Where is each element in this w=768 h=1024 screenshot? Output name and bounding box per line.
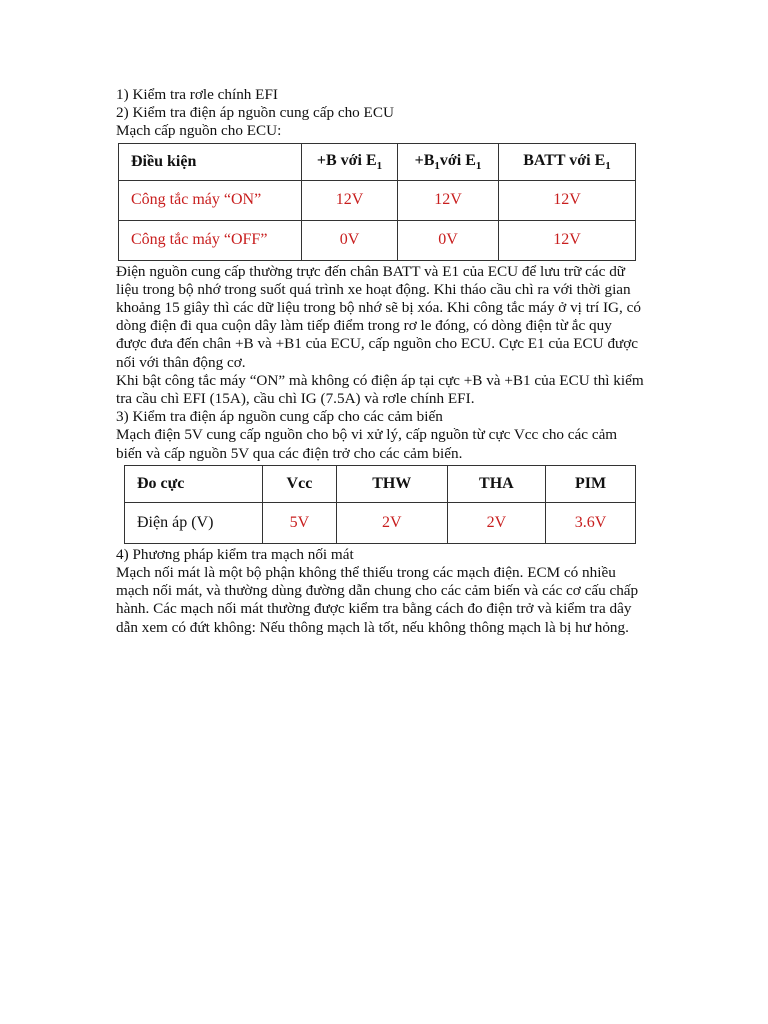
ecu-power-caption: Mạch cấp nguồn cho ECU: [116, 122, 282, 140]
table-row [119, 180, 636, 220]
table-header-row [125, 465, 636, 502]
heading-3: 3) Kiểm tra điện áp nguồn cung cấp cho các cảm biến [116, 408, 443, 426]
paragraph-fuse-check: Khi bật công tắc máy “ON” mà không có điện áp tại cực +B và +B1 của ECU thì kiểm tra cầu chì EFI (15A), cầu chì IG (7.5A) và rơle chính EFI. [116, 371, 644, 408]
row-off-label: Công tắc máy “OFF” [119, 220, 302, 260]
header-batt-text: BATT với E [523, 151, 606, 169]
header-b1-sub: 1 [434, 159, 440, 172]
header-condition: Điều kiện [119, 143, 302, 180]
header-terminal: Đo cực [125, 465, 263, 502]
header-b1-e-sub: 1 [475, 159, 482, 172]
document-page [116, 86, 646, 637]
header-b-e1-text: +B với E [316, 151, 377, 169]
header-batt-e1 [499, 143, 636, 180]
thw-value: 2V [336, 502, 447, 543]
paragraph-sensor-supply: Mạch điện 5V cung cấp nguồn cho bộ vi xử lý, cấp nguồn từ cực Vcc cho các cảm biến và cấp nguồn 5V qua các điện trở cho các cảm biến. [116, 426, 618, 462]
row-off-b1-value: 0V [398, 220, 499, 260]
header-pim: PIM [546, 465, 636, 502]
header-batt-sub: 1 [605, 159, 611, 172]
tha-value: 2V [447, 502, 545, 543]
paragraph-ground-circuit: Mạch nối mát là một bộ phận không thể thiếu trong các mạch điện. ECM có nhiều mạch nối mát, và thường dùng đường dẫn chung cho các cảm biến và các cơ cấu chấp hành. Các mạch nối mát thường được kiểm tra bằng cách đo điện trở và kiểm tra dây dẫn xem có đứt không: Nếu thông mạch là tốt, nếu không thông mạch là bị hư hỏng. [116, 564, 639, 636]
row-voltage-label: Điện áp (V) [125, 502, 263, 543]
table-row [125, 502, 636, 543]
row-on-b1-value: 12V [398, 180, 499, 220]
ecu-power-table [118, 143, 636, 261]
header-b1-e1 [398, 143, 499, 180]
table-header-row [119, 143, 636, 180]
table-row [119, 220, 636, 260]
pim-value: 3.6V [546, 502, 636, 543]
header-b1-suffix: với E [439, 151, 476, 169]
sensor-voltage-table [124, 465, 636, 544]
heading-4: 4) Phương pháp kiểm tra mạch nối mát [116, 545, 354, 563]
heading-1: 1) Kiểm tra rơle chính EFI [116, 86, 278, 103]
row-on-label: Công tắc máy “ON” [119, 180, 302, 220]
header-b-e1-sub: 1 [376, 159, 383, 172]
paragraph-batt-supply: Điện nguồn cung cấp thường trực đến chân BATT và E1 của ECU để lưu trữ các dữ liệu trong bộ nhớ trong suốt quá trình xe hoạt động. Khi tháo cầu chì ra với thời gian khoảng 15 giây thì các dữ liệu trong bộ nhớ sẽ bị xóa. Khi công tắc máy ở vị trí IG, có dòng điện đi qua cuộn dây làm tiếp điểm trong rơ le đóng, có dòng điện từ ắc quy được đưa đến chân +B và +B1 của ECU, cấp nguồn cho ECU. Cực E1 của ECU được nối với thân động cơ. [116, 262, 641, 371]
header-vcc: Vcc [263, 465, 337, 502]
header-tha: THA [447, 465, 545, 502]
row-off-b-value: 0V [302, 220, 398, 260]
header-thw: THW [336, 465, 447, 502]
header-b-e1 [302, 143, 398, 180]
row-on-b-value: 12V [302, 180, 398, 220]
row-off-batt-value: 12V [499, 220, 636, 260]
heading-2: 2) Kiểm tra điện áp nguồn cung cấp cho ECU [116, 104, 394, 122]
header-b1-prefix: +B [414, 151, 435, 169]
row-on-batt-value: 12V [499, 180, 636, 220]
vcc-value: 5V [263, 502, 337, 543]
